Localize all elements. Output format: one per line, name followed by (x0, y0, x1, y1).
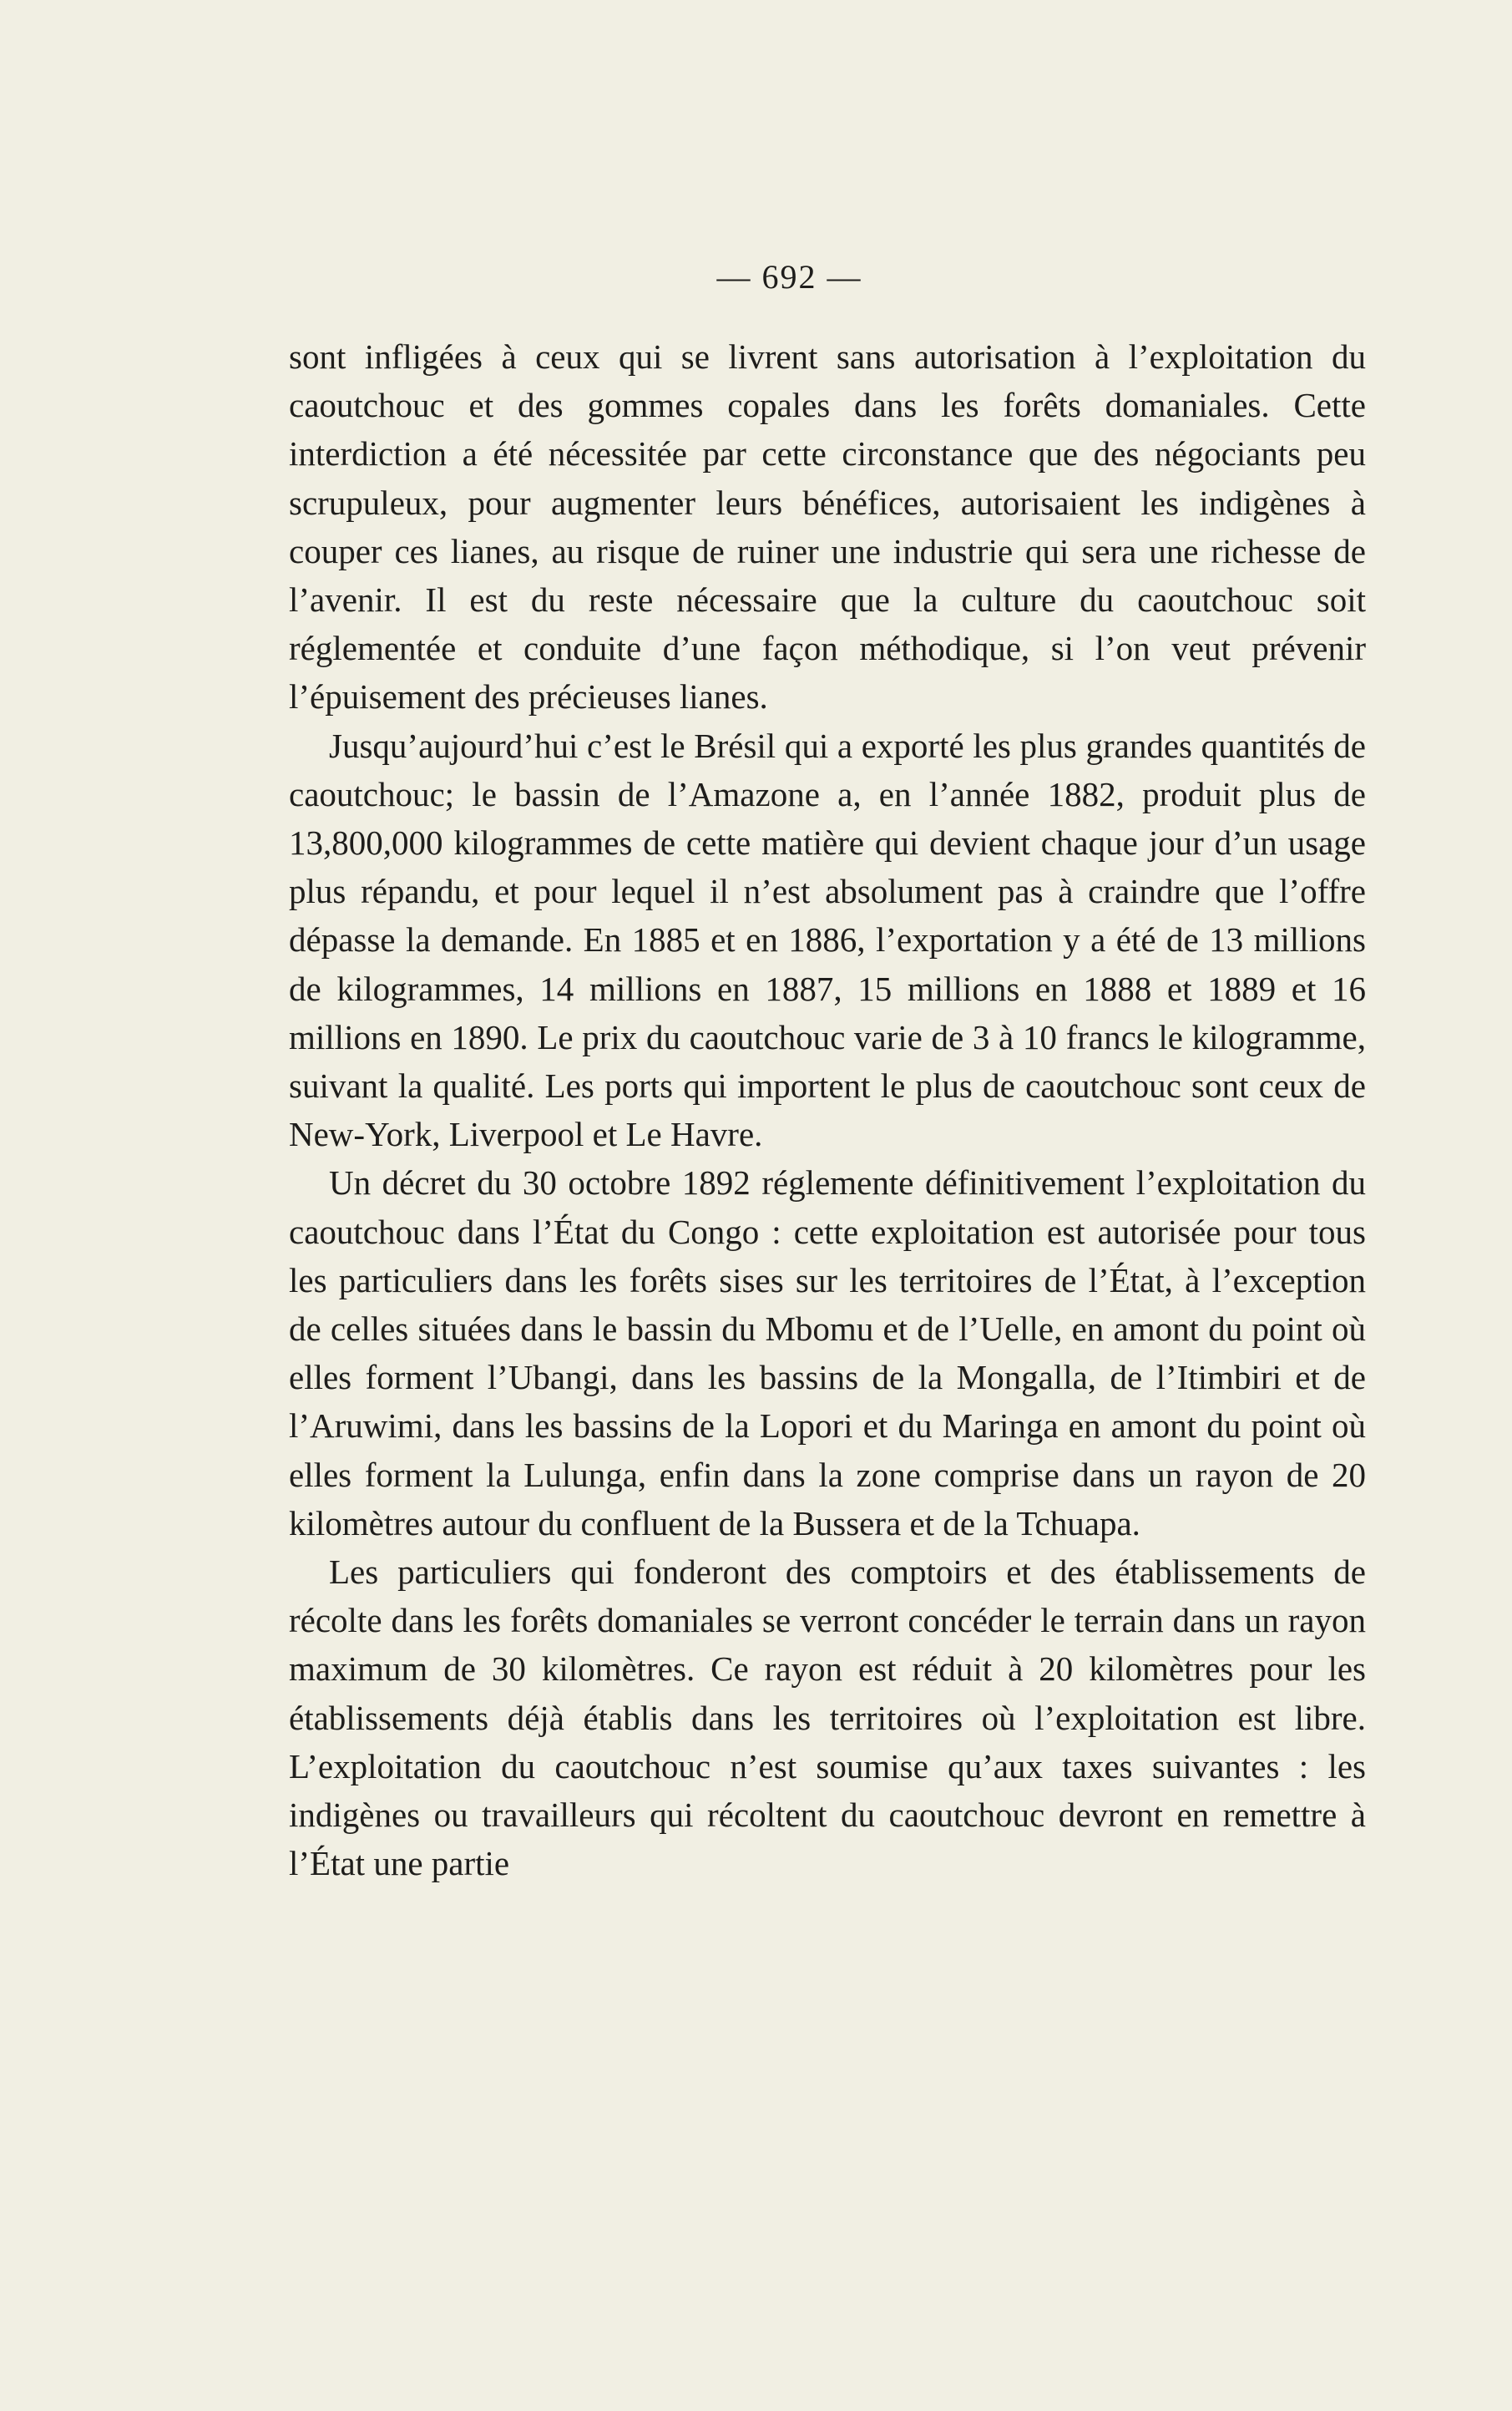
paragraph-3: Un décret du 30 octobre 1892 réglemente définitivement l’exploitation du caoutchouc dans l’État du Congo : cette exploitation est autorisée pour tous les particuliers dans les forêts sises sur les territoires de l’État, à l’exception de celles situées dans le bassin du Mbomu et de l’Uelle, en amont du point où elles forment l’Ubangi, dans les bassins de la Mongalla, de l’Itimbiri et de l’Aruwimi, dans les bassins de la Lopori et du Maringa en amont du point où elles forment la Lulunga, enfin dans la zone comprise dans un rayon de 20 kilomètres autour du confluent de la Bussera et de la Tchuapa. (289, 1163, 1366, 1542)
page-number: — 692 — (716, 258, 862, 296)
paragraph-4: Les particuliers qui fonderont des comptoirs et des établissements de récolte dans les forêts domaniales se verront concéder le terrain dans un rayon maximum de 30 kilomètres. Ce rayon est réduit à 20 kilomètres pour les établissements déjà établis dans les territoires où l’exploitation est libre. L’exploitation du caoutchouc n’est soumise qu’aux taxes suivantes : les indigènes ou travailleurs qui récoltent du caoutchouc devront en remettre à l’État une partie (289, 1552, 1366, 1883)
body-text (289, 332, 1366, 1888)
paragraph-1: sont infligées à ceux qui se livrent sans autorisation à l’exploitation du caoutchouc et des gommes copales dans les forêts domaniales. Cette interdiction a été nécessitée par cette circonstance que des négociants peu scrupuleux, pour augmenter leurs bénéfices, autorisaient les indigènes à couper ces lianes, au risque de ruiner une industrie qui sera une richesse de l’avenir. Il est du reste nécessaire que la culture du caoutchouc soit réglementée et conduite d’une façon méthodique, si l’on veut prévenir l’épuisement des précieuses lianes. (289, 337, 1366, 717)
paragraph-2: Jusqu’aujourd’hui c’est le Brésil qui a exporté les plus grandes quantités de caoutchouc; le bassin de l’Amazone a, en l’année 1882, produit plus de 13,800,000 kilogrammes de cette matière qui devient chaque jour d’un usage plus répandu, et pour lequel il n’est absolument pas à craindre que l’offre dépasse la demande. En 1885 et en 1886, l’exportation y a été de 13 millions de kilogrammes, 14 millions en 1887, 15 millions en 1888 et 1889 et 16 millions en 1890. Le prix du caoutchouc varie de 3 à 10 francs le kilogramme, suivant la qualité. Les ports qui importent le plus de caoutchouc sont ceux de New-York, Liverpool et Le Havre. (289, 726, 1366, 1154)
